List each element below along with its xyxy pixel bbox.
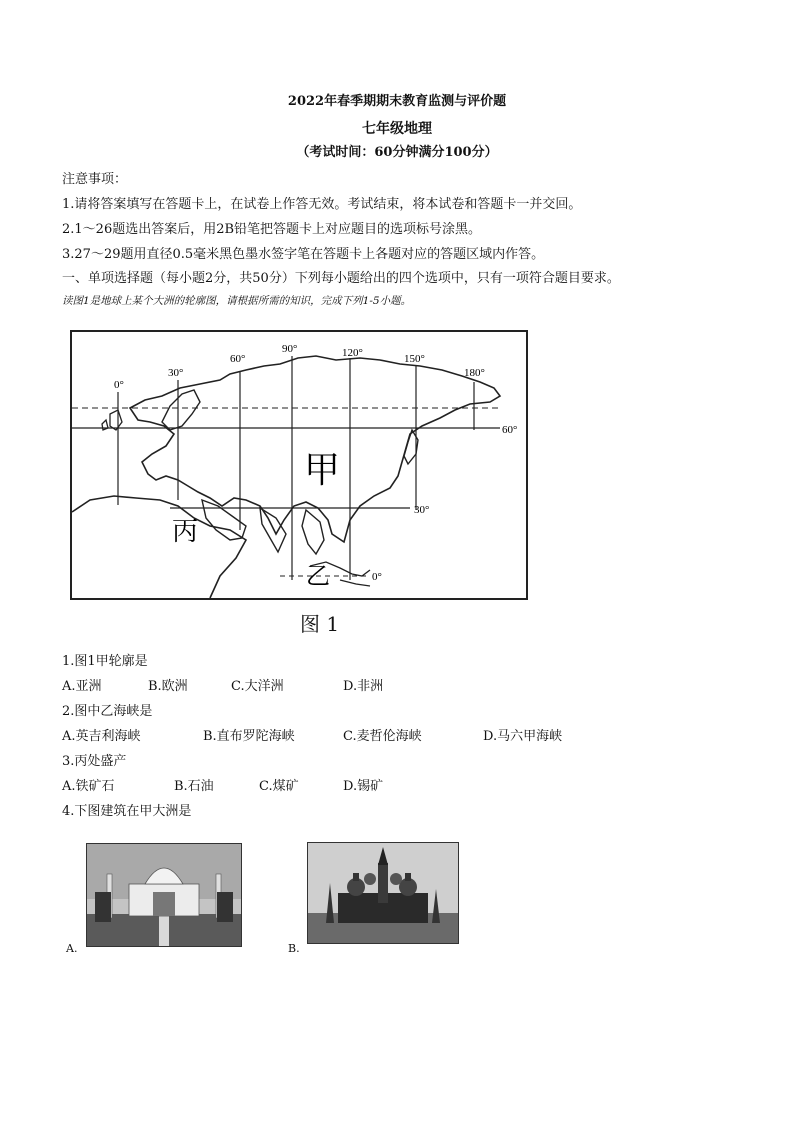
q1-option-a[interactable]: A.亚洲 xyxy=(62,679,102,694)
lat-label-30: 30° xyxy=(414,504,430,516)
q3-option-b[interactable]: B.石油 xyxy=(174,779,214,794)
taj-mahal-drawing xyxy=(87,844,241,946)
eurasia-outline-map xyxy=(70,330,528,600)
photo-taj-mahal xyxy=(86,843,242,947)
q4-option-b[interactable]: B. xyxy=(288,942,300,955)
q1-option-d[interactable]: D.非洲 xyxy=(343,679,384,694)
question-1-stem: 1.图1甲轮廓是 xyxy=(62,654,148,669)
map-frame xyxy=(71,331,527,599)
q1-option-c[interactable]: C.大洋洲 xyxy=(231,679,284,694)
q3-option-d[interactable]: D.锡矿 xyxy=(343,779,384,794)
section-title: 一、单项选择题（每小题2分，共50分）下列每小题给出的四个选项中，只有一项符合题目要求。 xyxy=(62,271,620,286)
lon-label-120: 120° xyxy=(342,347,363,359)
notes-heading: 注意事项： xyxy=(62,172,128,187)
q2-option-c[interactable]: C.麦哲伦海峡 xyxy=(343,729,422,744)
note-item-2: 2.1～26题选出答案后，用2B铅笔把答题卡上对应题目的选项标号涂黑。 xyxy=(62,222,482,237)
q3-option-c[interactable]: C.煤矿 xyxy=(259,779,299,794)
q3-option-a[interactable]: A.铁矿石 xyxy=(62,779,115,794)
note-item-3: 3.27～29题用直径0.5毫米黑色墨水签字笔在答题卡上各题对应的答题区域内作答。 xyxy=(62,247,545,262)
region-label-yi: 乙 xyxy=(306,562,330,590)
q2-option-b[interactable]: B.直布罗陀海峡 xyxy=(203,729,295,744)
question-2-stem: 2.图中乙海峡是 xyxy=(62,704,153,719)
st-basils-drawing xyxy=(308,843,458,943)
lon-label-180: 180° xyxy=(464,367,485,379)
lon-label-0: 0° xyxy=(114,379,124,391)
region-label-jia: 甲 xyxy=(304,450,341,491)
lon-label-90: 90° xyxy=(282,343,298,355)
figure-1-map xyxy=(70,330,528,600)
lon-label-60: 60° xyxy=(230,353,246,365)
q2-option-a[interactable]: A.英吉利海峡 xyxy=(62,729,141,744)
exam-title: 2022年春季期期末教育监测与评价题 xyxy=(287,94,507,109)
exam-subject: 七年级地理 xyxy=(362,121,432,137)
lat-label-0: 0° xyxy=(372,571,382,583)
figure-1-caption: 图 1 xyxy=(300,612,340,636)
region-label-bing: 丙 xyxy=(172,517,199,547)
photo-st-basils-cathedral xyxy=(307,842,459,944)
exam-time-info: （考试时间：60分钟满分100分） xyxy=(296,145,498,160)
question-3-stem: 3.丙处盛产 xyxy=(62,754,127,769)
q1-option-b[interactable]: B.欧洲 xyxy=(148,679,188,694)
section-instruction: 读图1是地球上某个大洲的轮廓图，请根据所需的知识，完成下列1-5小题。 xyxy=(62,295,412,307)
q2-option-d[interactable]: D.马六甲海峡 xyxy=(483,729,563,744)
question-4-stem: 4.下图建筑在甲大洲是 xyxy=(62,804,192,819)
lat-label-60: 60° xyxy=(502,424,518,436)
lon-label-150: 150° xyxy=(404,353,425,365)
q4-option-a[interactable]: A. xyxy=(66,942,78,955)
lon-label-30: 30° xyxy=(168,367,184,379)
note-item-1: 1.请将答案填写在答题卡上，在试卷上作答无效。考试结束，将本试卷和答题卡一并交回。 xyxy=(62,197,582,212)
